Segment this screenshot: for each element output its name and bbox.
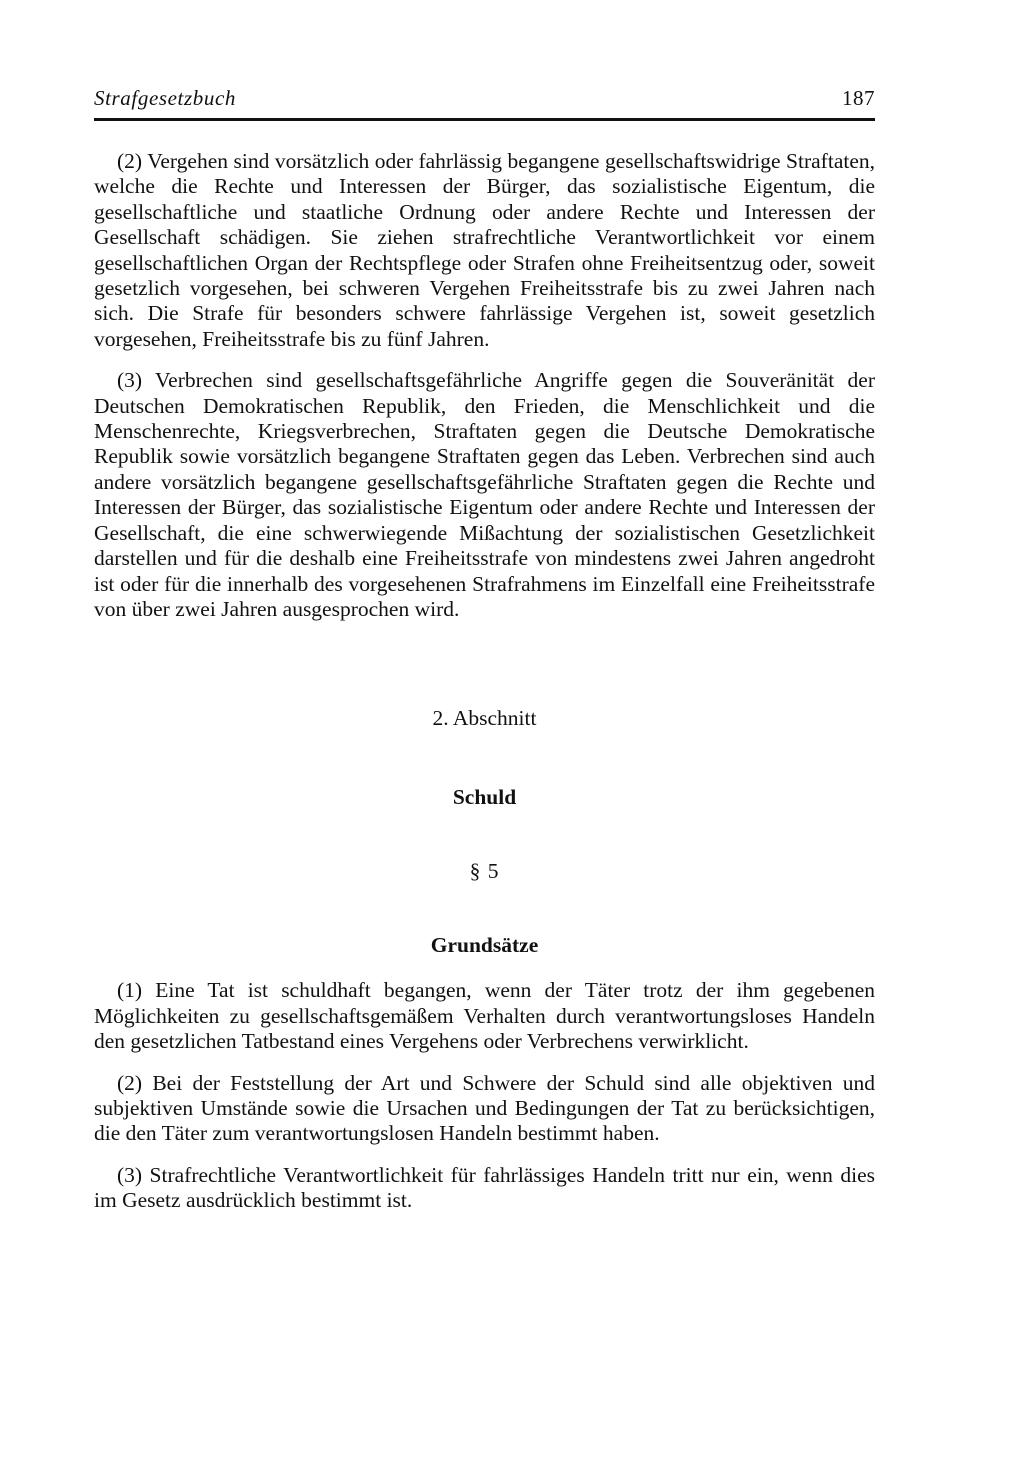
paragraph-4-3: (3) Verbrechen sind gesellschaftsgefährliche Angriffe gegen die Souveränität der Deutschen Demokratischen Republik, den Frieden, die Menschlichkeit und die Menschenrechte, Kriegsverbrechen, Straftaten gegen die Deutsche Demokratische Republik sowie vorsätzlich begangene Straftaten gegen das Leben. Verbrechen sind auch andere vorsätzlich begangene gesellschaftsgefährliche Straftaten gegen die Rechte und Interessen der Bürger, das sozialistische Eigentum oder andere Rechte und Interessen der Gesellschaft, die eine schwerwiegende Mißachtung der sozialistischen Gesetzlichkeit darstellen und für die deshalb eine Freiheitsstrafe von mindestens zwei Jahren angedroht ist oder für die innerhalb des vorgesehenen Strafrahmens im Einzelfall eine Freiheitsstrafe von über zwei Jahren ausgesprochen wird. bbox=[94, 368, 875, 621]
section-label: 2. Abschnitt bbox=[432, 706, 537, 731]
page-number: 187 bbox=[842, 86, 875, 110]
paragraph-4-2: (2) Vergehen sind vorsätzlich oder fahrlässig begangene gesellschaftswidrige Straftaten, welche die Rechte und Interessen der Bürger, das sozialistische Eigentum, die gesellschaftliche und staatliche Ordnung oder andere Rechte und Interessen der Gesellschaft schädigen. Sie ziehen strafrechtliche Verantwortlichkeit vor einem gesellschaftlichen Organ der Rechtspflege oder Strafen ohne Freiheitsentzug oder, soweit gesetzlich vorgesehen, bei schweren Vergehen Freiheitsstrafe bis zu zwei Jahren nach sich. Die Strafe für besonders schwere fahrlässige Vergehen ist, soweit gesetzlich vorgesehen, Freiheitsstrafe bis zu fünf Jahren. bbox=[94, 149, 875, 351]
document-page bbox=[94, 84, 875, 1214]
running-header bbox=[94, 84, 875, 112]
paragraph-5-3: (3) Strafrechtliche Verantwortlichkeit für fahrlässiges Handeln tritt nur ein, wenn dies im Gesetz ausdrücklich bestimmt ist. bbox=[94, 1162, 875, 1213]
paragraph-number: § 5 bbox=[469, 859, 500, 884]
running-title: Strafgesetzbuch bbox=[94, 86, 236, 110]
paragraph-5-2: (2) Bei der Feststellung der Art und Schwere der Schuld sind alle objektiven und subjektiven Umstände sowie die Ursachen und Bedingungen der Tat zu berücksichtigen, die den Täter zum verantwortungslosen Handeln bestimmt haben. bbox=[94, 1070, 875, 1146]
paragraph-5-1: (1) Eine Tat ist schuldhaft begangen, wenn der Täter trotz der ihm gegebenen Möglichkeiten zu gesellschaftsgemäßem Verhalten durch verantwortungsloses Handeln den gesetzlichen Tatbestand eines Vergehens oder Verbrechens verwirklicht. bbox=[94, 978, 875, 1054]
section-title: Schuld bbox=[452, 785, 517, 810]
header-rule bbox=[94, 118, 875, 121]
paragraph-title: Grundsätze bbox=[430, 933, 539, 958]
